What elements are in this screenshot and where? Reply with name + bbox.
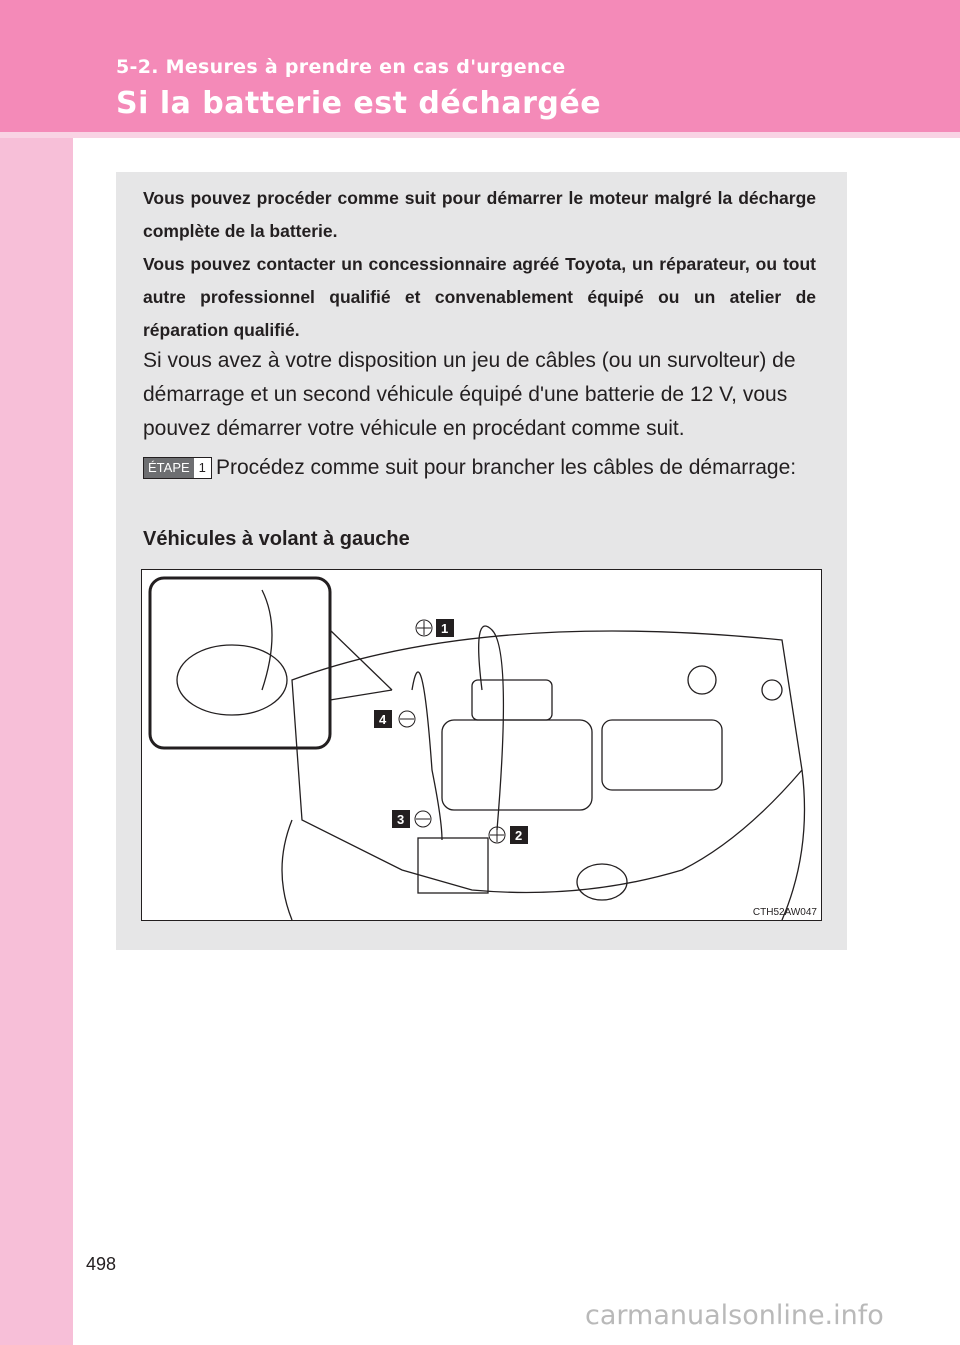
intro-paragraph-1: Vous pouvez procéder comme suit pour démarrer le moteur malgré la décharge complète de la batterie. <box>143 188 816 241</box>
reservoir-cap <box>688 666 716 694</box>
hood-outline <box>292 631 802 893</box>
intro-text <box>143 182 816 347</box>
step-badge-label: ÉTAPE <box>144 458 194 478</box>
step-text: Procédez comme suit pour brancher les câbles de démarrage: <box>216 456 797 479</box>
emblem <box>577 864 627 900</box>
step-badge-number: 1 <box>198 460 206 475</box>
inset-frame <box>150 578 330 748</box>
body-paragraph: Si vous avez à votre disposition un jeu de câbles (ou un survolteur) de démarrage et un second véhicule équipé d'une batterie de 12 V, vous pouvez démarrer votre véhicule en procédant comme suit. <box>143 349 796 440</box>
engine-bay-drawing <box>142 570 821 920</box>
left-margin-strip <box>0 0 73 1345</box>
callout-4: 4 <box>379 712 387 727</box>
intro-paragraph-2: Vous pouvez contacter un concessionnaire agréé Toyota, un réparateur, ou tout autre professionnel qualifié et convenablement équipé ou un atelier de réparation qualifié. <box>143 254 816 340</box>
cable-positive <box>479 626 504 830</box>
engine-block <box>442 720 592 810</box>
callout-1: 1 <box>441 621 449 636</box>
inset-cable <box>262 590 272 690</box>
step-badge <box>143 457 212 479</box>
intake <box>602 720 722 790</box>
fender-right <box>782 770 805 920</box>
watermark: carmanualsonline.info <box>585 1300 884 1331</box>
section-label: 5-2. Mesures à prendre en cas d'urgence <box>116 56 566 78</box>
reservoir-cap-2 <box>762 680 782 700</box>
page-number: 498 <box>86 1254 117 1274</box>
subheading: Véhicules à volant à gauche <box>143 528 410 550</box>
jump-start-illustration <box>141 569 822 921</box>
vehicle-battery <box>472 680 552 720</box>
fender-left <box>282 820 292 920</box>
callout-3: 3 <box>397 812 405 827</box>
header-divider <box>0 132 960 138</box>
image-code: CTH52AW047 <box>752 907 817 918</box>
page-title: Si la batterie est déchargée <box>116 86 602 121</box>
callout-2: 2 <box>515 828 523 843</box>
